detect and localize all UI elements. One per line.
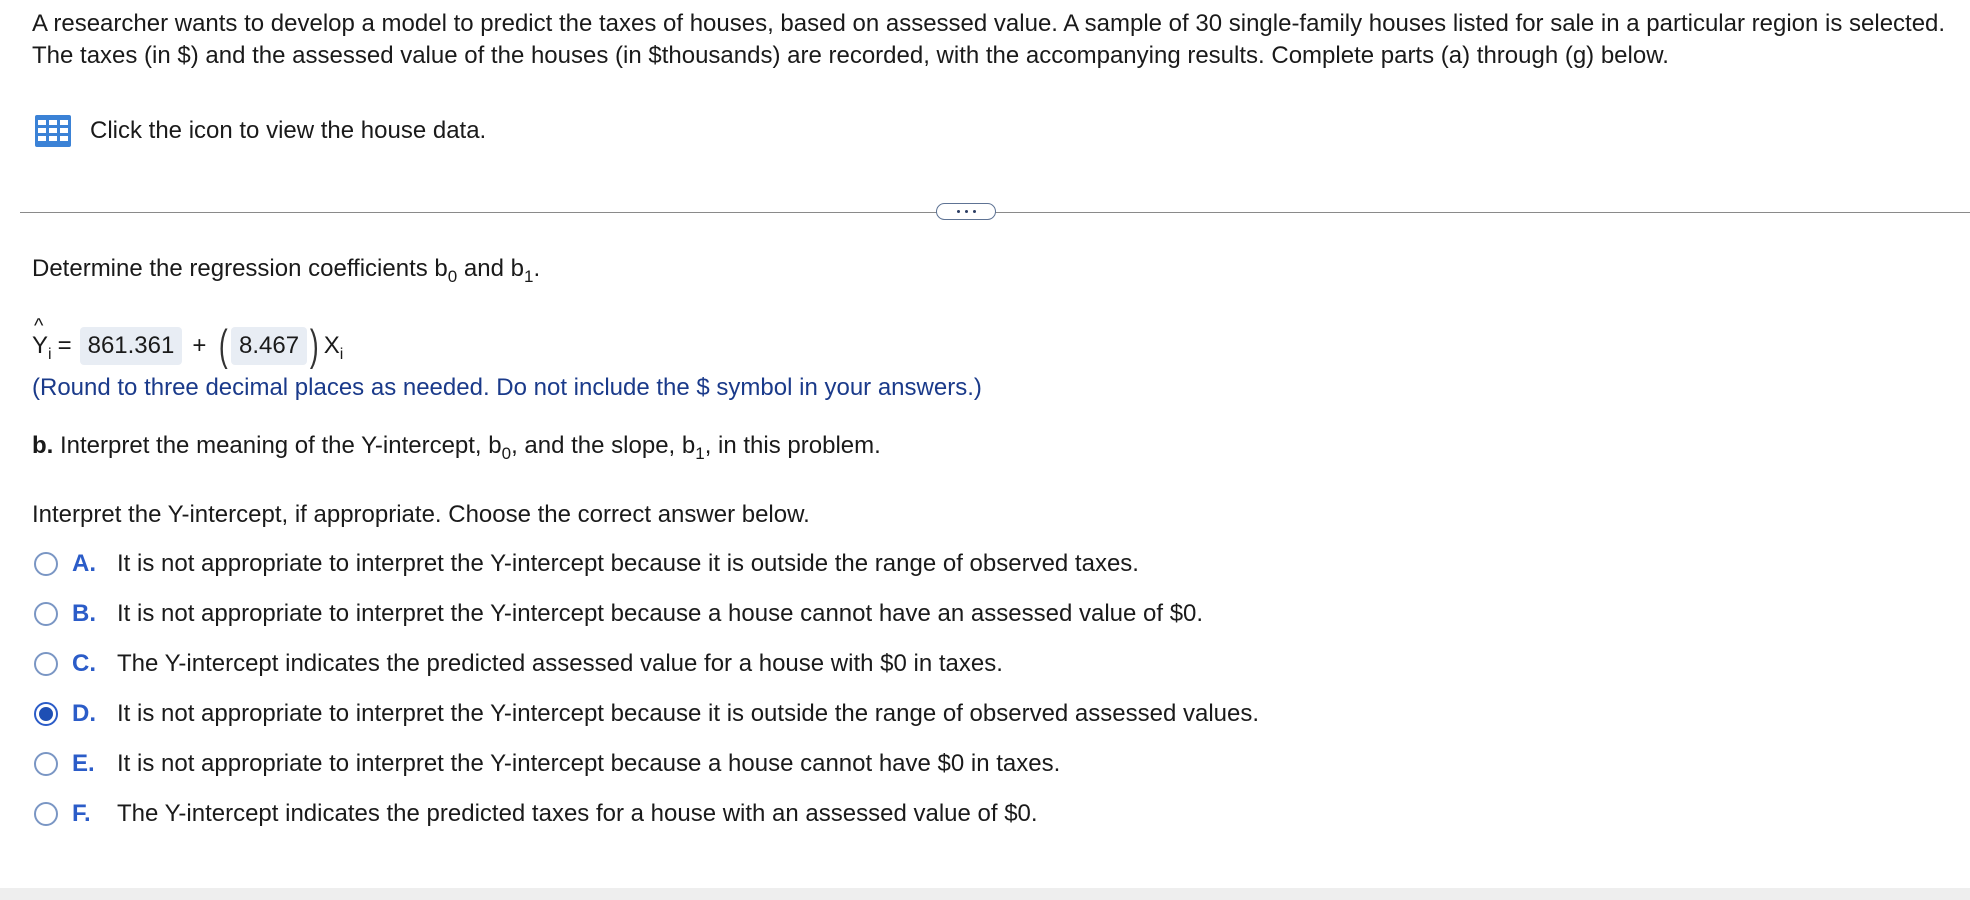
ellipsis-dot — [973, 210, 976, 213]
part-b-text-end: , in this problem. — [704, 432, 881, 459]
view-house-data-text[interactable]: Click the icon to view the house data. — [90, 117, 487, 144]
ellipsis-icon — [957, 210, 960, 213]
option-c[interactable] — [34, 649, 1259, 679]
option-text[interactable]: The Y-intercept indicates the predicted taxes for a house with an assessed value of $0. — [117, 800, 1038, 827]
regression-equation — [32, 315, 344, 370]
hat-accent: ^ — [34, 315, 44, 337]
option-text[interactable]: It is not appropriate to interpret the Y-intercept because it is outside the range of observed assessed values. — [117, 700, 1260, 727]
part-b-label: b. — [32, 432, 54, 459]
plus-sign: + — [192, 332, 207, 359]
part-b-text: Interpret the meaning of the Y-intercept, b — [53, 432, 502, 459]
data-table-icon[interactable] — [34, 114, 72, 148]
part-b-text-mid: , and the slope, b — [511, 432, 696, 459]
regression-prompt — [32, 254, 540, 284]
ellipsis-dot — [965, 210, 968, 213]
option-text[interactable]: The Y-intercept indicates the predicted assessed value for a house with $0 in taxes. — [117, 650, 1003, 677]
y-subscript: i — [48, 346, 52, 363]
expand-more-button[interactable] — [936, 203, 996, 220]
b1-subscript: 1 — [695, 444, 705, 463]
intercept-question: Interpret the Y-intercept, if appropriate. Choose the correct answer below. — [32, 501, 810, 528]
answer-options — [34, 549, 1259, 849]
option-letter: A. — [72, 550, 96, 577]
option-letter: C. — [72, 650, 96, 677]
x-letter: X — [323, 332, 340, 359]
option-text[interactable]: It is not appropriate to interpret the Y-intercept because it is outside the range of observed taxes. — [117, 550, 1139, 577]
radio-button[interactable] — [34, 652, 58, 676]
view-house-data-link[interactable] — [34, 113, 486, 149]
option-letter: B. — [72, 600, 96, 627]
right-paren: ) — [310, 321, 319, 370]
radio-button[interactable] — [34, 802, 58, 826]
b0-subscript: 0 — [447, 267, 458, 286]
radio-button-selected[interactable] — [34, 702, 58, 726]
x-subscript: i — [339, 346, 344, 363]
option-letter: E. — [72, 750, 95, 777]
rounding-note: (Round to three decimal places as needed. Do not include the $ symbol in your answers.) — [32, 374, 982, 401]
option-d[interactable] — [34, 699, 1259, 729]
radio-button[interactable] — [34, 602, 58, 626]
y-hat-symbol — [32, 315, 52, 363]
regression-prompt-mid: and b — [457, 255, 524, 282]
left-paren: ( — [219, 321, 229, 370]
b1-answer-box[interactable]: 8.467 — [231, 327, 307, 365]
radio-button[interactable] — [34, 552, 58, 576]
option-letter: D. — [72, 700, 96, 727]
radio-dot — [39, 707, 53, 721]
option-e[interactable] — [34, 749, 1259, 779]
option-text[interactable]: It is not appropriate to interpret the Y-intercept because a house cannot have an assessed value of $0. — [117, 600, 1204, 627]
radio-button[interactable] — [34, 752, 58, 776]
option-a[interactable] — [34, 549, 1259, 579]
regression-prompt-text: Determine the regression coefficients b — [32, 255, 448, 282]
part-b-prompt — [32, 431, 881, 461]
option-f[interactable] — [34, 799, 1259, 829]
equals-sign: = — [57, 332, 72, 359]
y-letter: Y — [32, 332, 49, 359]
option-letter: F. — [72, 800, 91, 827]
footer-band — [0, 888, 1970, 900]
regression-prompt-end: . — [533, 255, 541, 282]
x-symbol — [323, 332, 344, 363]
problem-intro: A researcher wants to develop a model to predict the taxes of houses, based on assessed value. A sample of 30 single-family houses listed for sale in a particular region is selected. The taxes (in $) and the assessed value of the houses (in $thousands) are recorded, with the accompanying results. Complete parts (a) through (g) below. — [32, 10, 1946, 69]
option-b[interactable] — [34, 599, 1259, 629]
b1-subscript: 1 — [523, 267, 534, 286]
b0-answer-box[interactable]: 861.361 — [80, 327, 183, 365]
option-text[interactable]: It is not appropriate to interpret the Y-intercept because a house cannot have $0 in taxes. — [117, 750, 1061, 777]
b0-subscript: 0 — [501, 444, 512, 463]
